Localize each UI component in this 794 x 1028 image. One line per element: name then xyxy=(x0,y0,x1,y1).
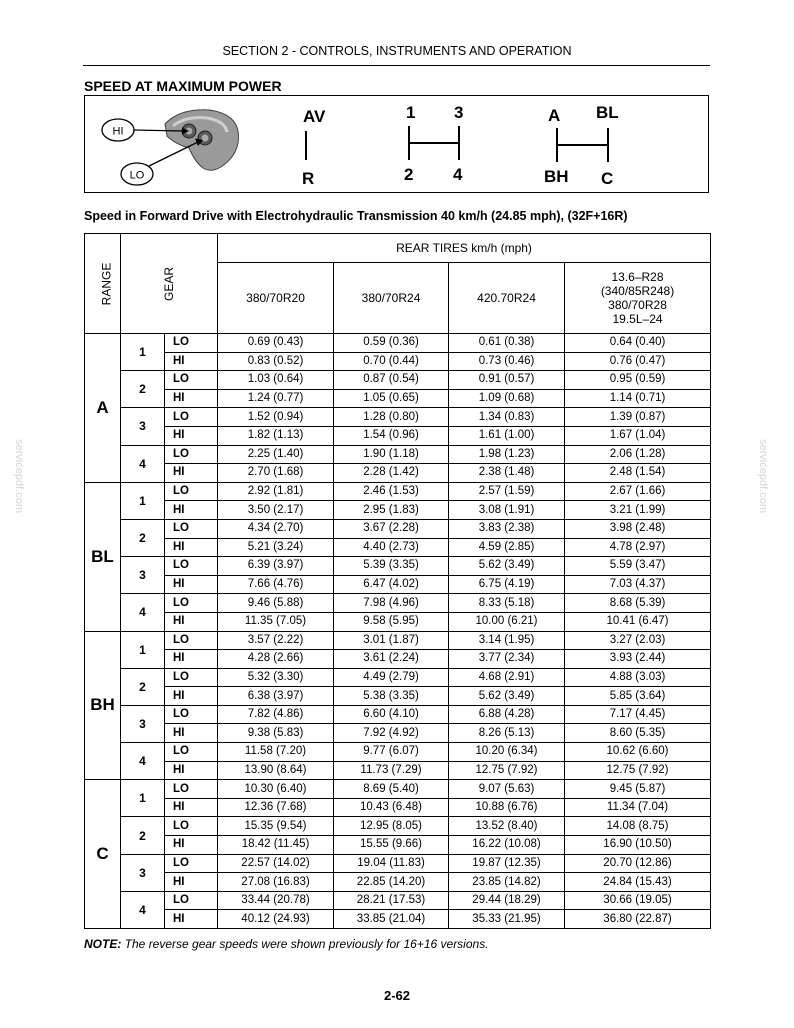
table-row xyxy=(85,631,711,650)
svg-text:AV: AV xyxy=(303,107,326,126)
lo-callout xyxy=(121,139,203,186)
table-row xyxy=(85,817,711,836)
table-row xyxy=(85,873,711,892)
speed-cell: 20.70 (12.86) xyxy=(565,854,711,873)
speed-cell: 4.49 (2.79) xyxy=(334,668,449,687)
gear-label: 3 xyxy=(121,705,165,742)
speed-cell: 10.43 (6.48) xyxy=(334,798,449,817)
speed-cell: 3.98 (2.48) xyxy=(565,519,711,538)
speed-cell: 28.21 (17.53) xyxy=(334,891,449,910)
speed-cell: 12.75 (7.92) xyxy=(565,761,711,780)
rear-tires-header: REAR TIRES km/h (mph) xyxy=(218,234,711,263)
gear-label: 2 xyxy=(121,519,165,556)
speed-cell: 16.90 (10.50) xyxy=(565,836,711,855)
speed-cell: 1.28 (0.80) xyxy=(334,408,449,427)
mode-label: LO xyxy=(165,519,218,538)
table-row xyxy=(85,575,711,594)
speed-cell: 30.66 (19.05) xyxy=(565,891,711,910)
speed-cell: 15.55 (9.66) xyxy=(334,836,449,855)
header-rule xyxy=(83,65,710,66)
mode-label: HI xyxy=(165,761,218,780)
svg-text:2: 2 xyxy=(404,165,414,184)
speed-cell: 27.08 (16.83) xyxy=(218,873,334,892)
mode-label: LO xyxy=(165,631,218,650)
mode-label: LO xyxy=(165,445,218,464)
table-row xyxy=(85,798,711,817)
speed-cell: 8.33 (5.18) xyxy=(449,594,565,613)
speed-cell: 3.61 (2.24) xyxy=(334,650,449,669)
gear-label: 1 xyxy=(121,780,165,817)
speed-cell: 1.39 (0.87) xyxy=(565,408,711,427)
table-row xyxy=(85,557,711,576)
table-row xyxy=(85,389,711,408)
note-label: NOTE: xyxy=(84,937,122,951)
speed-cell: 40.12 (24.93) xyxy=(218,910,334,929)
speed-cell: 11.35 (7.05) xyxy=(218,612,334,631)
speed-cell: 11.73 (7.29) xyxy=(334,761,449,780)
speed-cell: 5.85 (3.64) xyxy=(565,687,711,706)
speed-cell: 3.77 (2.34) xyxy=(449,650,565,669)
mode-label: HI xyxy=(165,501,218,520)
gear-label: 3 xyxy=(121,854,165,891)
speed-cell: 10.62 (6.60) xyxy=(565,743,711,762)
speed-cell: 8.69 (5.40) xyxy=(334,780,449,799)
table-row xyxy=(85,426,711,445)
svg-text:1: 1 xyxy=(406,103,416,122)
speed-cell: 1.67 (1.04) xyxy=(565,426,711,445)
speed-cell: 12.36 (7.68) xyxy=(218,798,334,817)
speed-cell: 6.60 (4.10) xyxy=(334,705,449,724)
svg-text:R: R xyxy=(302,169,315,188)
mode-label: LO xyxy=(165,482,218,501)
speed-cell: 1.03 (0.64) xyxy=(218,371,334,390)
speed-cell: 22.57 (14.02) xyxy=(218,854,334,873)
speed-cell: 11.58 (7.20) xyxy=(218,743,334,762)
speed-cell: 2.67 (1.66) xyxy=(565,482,711,501)
mode-label: LO xyxy=(165,557,218,576)
speed-cell: 29.44 (18.29) xyxy=(449,891,565,910)
range-column-header xyxy=(85,234,121,334)
table-row xyxy=(85,854,711,873)
speed-cell: 2.28 (1.42) xyxy=(334,464,449,483)
speed-cell: 15.35 (9.54) xyxy=(218,817,334,836)
table-row xyxy=(85,445,711,464)
speed-cell: 18.42 (11.45) xyxy=(218,836,334,855)
speed-cell: 5.59 (3.47) xyxy=(565,557,711,576)
watermark-left: servicepdf.com xyxy=(12,439,25,513)
mode-label: HI xyxy=(165,389,218,408)
speed-cell: 6.75 (4.19) xyxy=(449,575,565,594)
shift-pattern-gears xyxy=(404,103,463,184)
mode-label: HI xyxy=(165,650,218,669)
mode-label: LO xyxy=(165,743,218,762)
speed-cell: 5.62 (3.49) xyxy=(449,557,565,576)
speed-cell: 8.68 (5.39) xyxy=(565,594,711,613)
tire-column-4: 13.6–R28 (340/85R248) 380/70R28 19.5L–24 xyxy=(565,263,711,334)
mode-label: HI xyxy=(165,426,218,445)
table-caption: Speed in Forward Drive with Electrohydraulic Transmission 40 km/h (24.85 mph), (32F+16R) xyxy=(84,209,628,223)
speed-cell: 10.41 (6.47) xyxy=(565,612,711,631)
speed-cell: 1.90 (1.18) xyxy=(334,445,449,464)
svg-text:4: 4 xyxy=(453,165,463,184)
speed-cell: 1.98 (1.23) xyxy=(449,445,565,464)
table-row xyxy=(85,408,711,427)
gear-label: 3 xyxy=(121,557,165,594)
speed-table-body xyxy=(85,334,711,929)
mode-label: LO xyxy=(165,594,218,613)
table-row xyxy=(85,501,711,520)
speed-cell: 10.30 (6.40) xyxy=(218,780,334,799)
speed-cell: 1.54 (0.96) xyxy=(334,426,449,445)
speed-cell: 6.38 (3.97) xyxy=(218,687,334,706)
speed-cell: 8.60 (5.35) xyxy=(565,724,711,743)
speed-cell: 2.38 (1.48) xyxy=(449,464,565,483)
speed-cell: 9.07 (5.63) xyxy=(449,780,565,799)
speed-cell: 19.04 (11.83) xyxy=(334,854,449,873)
speed-cell: 0.73 (0.46) xyxy=(449,352,565,371)
mode-label: HI xyxy=(165,873,218,892)
range-label: C xyxy=(85,780,121,929)
table-row xyxy=(85,538,711,557)
mode-label: HI xyxy=(165,798,218,817)
speed-cell: 5.39 (3.35) xyxy=(334,557,449,576)
speed-cell: 1.14 (0.71) xyxy=(565,389,711,408)
table-row xyxy=(85,780,711,799)
speed-cell: 4.68 (2.91) xyxy=(449,668,565,687)
speed-cell: 2.95 (1.83) xyxy=(334,501,449,520)
speed-cell: 11.34 (7.04) xyxy=(565,798,711,817)
speed-cell: 4.40 (2.73) xyxy=(334,538,449,557)
mode-label: LO xyxy=(165,854,218,873)
speed-cell: 5.38 (3.35) xyxy=(334,687,449,706)
speed-cell: 1.34 (0.83) xyxy=(449,408,565,427)
mode-label: LO xyxy=(165,705,218,724)
speed-cell: 2.46 (1.53) xyxy=(334,482,449,501)
speed-cell: 7.17 (4.45) xyxy=(565,705,711,724)
table-row xyxy=(85,612,711,631)
mode-label: HI xyxy=(165,724,218,743)
table-row xyxy=(85,352,711,371)
speed-cell: 5.21 (3.24) xyxy=(218,538,334,557)
speed-cell: 10.88 (6.76) xyxy=(449,798,565,817)
speed-cell: 10.20 (6.34) xyxy=(449,743,565,762)
speed-cell: 6.39 (3.97) xyxy=(218,557,334,576)
speed-cell: 0.91 (0.57) xyxy=(449,371,565,390)
speed-cell: 9.45 (5.87) xyxy=(565,780,711,799)
gear-column-header xyxy=(121,234,218,334)
range-label: BH xyxy=(85,631,121,780)
speed-cell: 13.52 (8.40) xyxy=(449,817,565,836)
speed-cell: 1.61 (1.00) xyxy=(449,426,565,445)
gear-label: 4 xyxy=(121,445,165,482)
table-row xyxy=(85,910,711,929)
speed-cell: 3.50 (2.17) xyxy=(218,501,334,520)
speed-cell: 2.25 (1.40) xyxy=(218,445,334,464)
speed-cell: 22.85 (14.20) xyxy=(334,873,449,892)
speed-cell: 3.14 (1.95) xyxy=(449,631,565,650)
mode-label: LO xyxy=(165,780,218,799)
range-label: A xyxy=(85,334,121,483)
shift-pattern-direction xyxy=(302,107,326,188)
shift-diagram xyxy=(85,96,710,194)
speed-cell: 0.59 (0.36) xyxy=(334,334,449,353)
range-label: BL xyxy=(85,482,121,631)
table-row xyxy=(85,594,711,613)
range-header-label: RANGE xyxy=(99,262,114,305)
table-row xyxy=(85,891,711,910)
table-row xyxy=(85,464,711,483)
speed-cell: 2.57 (1.59) xyxy=(449,482,565,501)
gear-label: 4 xyxy=(121,743,165,780)
speed-cell: 0.64 (0.40) xyxy=(565,334,711,353)
speed-cell: 33.85 (21.04) xyxy=(334,910,449,929)
table-row xyxy=(85,519,711,538)
speed-cell: 7.82 (4.86) xyxy=(218,705,334,724)
speed-cell: 12.75 (7.92) xyxy=(449,761,565,780)
speed-cell: 4.28 (2.66) xyxy=(218,650,334,669)
hi-callout-label: HI xyxy=(112,125,124,138)
speed-cell: 1.52 (0.94) xyxy=(218,408,334,427)
mode-label: HI xyxy=(165,910,218,929)
gear-label: 2 xyxy=(121,817,165,854)
speed-cell: 8.26 (5.13) xyxy=(449,724,565,743)
svg-text:A: A xyxy=(548,106,561,125)
mode-label: LO xyxy=(165,891,218,910)
speed-cell: 5.32 (3.30) xyxy=(218,668,334,687)
table-row xyxy=(85,334,711,353)
speed-cell: 23.85 (14.82) xyxy=(449,873,565,892)
gear-label: 2 xyxy=(121,371,165,408)
gear-header-label: GEAR xyxy=(162,266,177,301)
speed-cell: 1.09 (0.68) xyxy=(449,389,565,408)
svg-text:BL: BL xyxy=(596,103,619,122)
speed-cell: 3.57 (2.22) xyxy=(218,631,334,650)
mode-label: LO xyxy=(165,817,218,836)
speed-cell: 1.82 (1.13) xyxy=(218,426,334,445)
speed-cell: 3.93 (2.44) xyxy=(565,650,711,669)
table-row xyxy=(85,705,711,724)
mode-label: LO xyxy=(165,668,218,687)
speed-cell: 4.34 (2.70) xyxy=(218,519,334,538)
mode-label: HI xyxy=(165,836,218,855)
mode-label: HI xyxy=(165,612,218,631)
speed-cell: 0.61 (0.38) xyxy=(449,334,565,353)
table-row xyxy=(85,687,711,706)
page-number: 2-62 xyxy=(383,988,411,1003)
table-row xyxy=(85,650,711,669)
speed-cell: 13.90 (8.64) xyxy=(218,761,334,780)
mode-label: HI xyxy=(165,575,218,594)
speed-cell: 4.59 (2.85) xyxy=(449,538,565,557)
speed-table xyxy=(84,233,711,929)
watermark-right: servicepdf.com xyxy=(756,439,769,513)
note-text: The reverse gear speeds were shown previously for 16+16 versions. xyxy=(121,937,489,951)
speed-cell: 0.83 (0.52) xyxy=(218,352,334,371)
gear-label: 1 xyxy=(121,334,165,371)
speed-cell: 5.62 (3.49) xyxy=(449,687,565,706)
speed-cell: 9.38 (5.83) xyxy=(218,724,334,743)
speed-cell: 7.03 (4.37) xyxy=(565,575,711,594)
note xyxy=(84,937,489,951)
gear-label: 4 xyxy=(121,891,165,928)
speed-cell: 7.98 (4.96) xyxy=(334,594,449,613)
mode-label: LO xyxy=(165,334,218,353)
gear-label: 1 xyxy=(121,631,165,668)
section-title: SPEED AT MAXIMUM POWER xyxy=(84,78,282,94)
table-row xyxy=(85,371,711,390)
speed-cell: 2.70 (1.68) xyxy=(218,464,334,483)
speed-cell: 0.95 (0.59) xyxy=(565,371,711,390)
speed-cell: 3.83 (2.38) xyxy=(449,519,565,538)
speed-cell: 2.48 (1.54) xyxy=(565,464,711,483)
tire-column-3: 420.70R24 xyxy=(449,263,565,334)
mode-label: HI xyxy=(165,352,218,371)
tire-column-2: 380/70R24 xyxy=(334,263,449,334)
speed-cell: 0.76 (0.47) xyxy=(565,352,711,371)
mode-label: HI xyxy=(165,538,218,557)
speed-cell: 0.69 (0.43) xyxy=(218,334,334,353)
speed-cell: 3.67 (2.28) xyxy=(334,519,449,538)
gear-label: 4 xyxy=(121,594,165,631)
speed-cell: 24.84 (15.43) xyxy=(565,873,711,892)
mode-label: LO xyxy=(165,408,218,427)
gear-label: 1 xyxy=(121,482,165,519)
speed-cell: 35.33 (21.95) xyxy=(449,910,565,929)
speed-cell: 3.01 (1.87) xyxy=(334,631,449,650)
speed-cell: 9.58 (5.95) xyxy=(334,612,449,631)
speed-cell: 4.78 (2.97) xyxy=(565,538,711,557)
speed-cell: 7.66 (4.76) xyxy=(218,575,334,594)
speed-cell: 19.87 (12.35) xyxy=(449,854,565,873)
table-row xyxy=(85,724,711,743)
speed-cell: 1.05 (0.65) xyxy=(334,389,449,408)
speed-cell: 3.27 (2.03) xyxy=(565,631,711,650)
table-row xyxy=(85,482,711,501)
mode-label: HI xyxy=(165,464,218,483)
gear-label: 2 xyxy=(121,668,165,705)
speed-cell: 36.80 (22.87) xyxy=(565,910,711,929)
speed-cell: 7.92 (4.92) xyxy=(334,724,449,743)
shift-pattern-ranges xyxy=(544,103,619,188)
mode-label: HI xyxy=(165,687,218,706)
speed-cell: 1.24 (0.77) xyxy=(218,389,334,408)
speed-cell: 16.22 (10.08) xyxy=(449,836,565,855)
speed-cell: 2.06 (1.28) xyxy=(565,445,711,464)
speed-cell: 14.08 (8.75) xyxy=(565,817,711,836)
speed-cell: 10.00 (6.21) xyxy=(449,612,565,631)
gear-label: 3 xyxy=(121,408,165,445)
speed-cell: 33.44 (20.78) xyxy=(218,891,334,910)
table-row xyxy=(85,668,711,687)
speed-cell: 6.47 (4.02) xyxy=(334,575,449,594)
speed-cell: 9.77 (6.07) xyxy=(334,743,449,762)
table-row xyxy=(85,836,711,855)
table-row xyxy=(85,743,711,762)
svg-text:C: C xyxy=(601,169,614,188)
speed-cell: 0.70 (0.44) xyxy=(334,352,449,371)
speed-cell: 12.95 (8.05) xyxy=(334,817,449,836)
tire-column-1: 380/70R20 xyxy=(218,263,334,334)
speed-cell: 9.46 (5.88) xyxy=(218,594,334,613)
table-row xyxy=(85,761,711,780)
svg-text:3: 3 xyxy=(454,103,464,122)
speed-cell: 3.21 (1.99) xyxy=(565,501,711,520)
speed-cell: 6.88 (4.28) xyxy=(449,705,565,724)
speed-cell: 3.08 (1.91) xyxy=(449,501,565,520)
mode-label: LO xyxy=(165,371,218,390)
speed-cell: 4.88 (3.03) xyxy=(565,668,711,687)
speed-cell: 0.87 (0.54) xyxy=(334,371,449,390)
lo-callout-label: LO xyxy=(129,169,145,182)
speed-cell: 2.92 (1.81) xyxy=(218,482,334,501)
section-header: SECTION 2 - CONTROLS, INSTRUMENTS AND OPERATION xyxy=(222,44,572,58)
svg-text:BH: BH xyxy=(544,167,569,186)
shift-diagram-figure xyxy=(84,95,709,193)
